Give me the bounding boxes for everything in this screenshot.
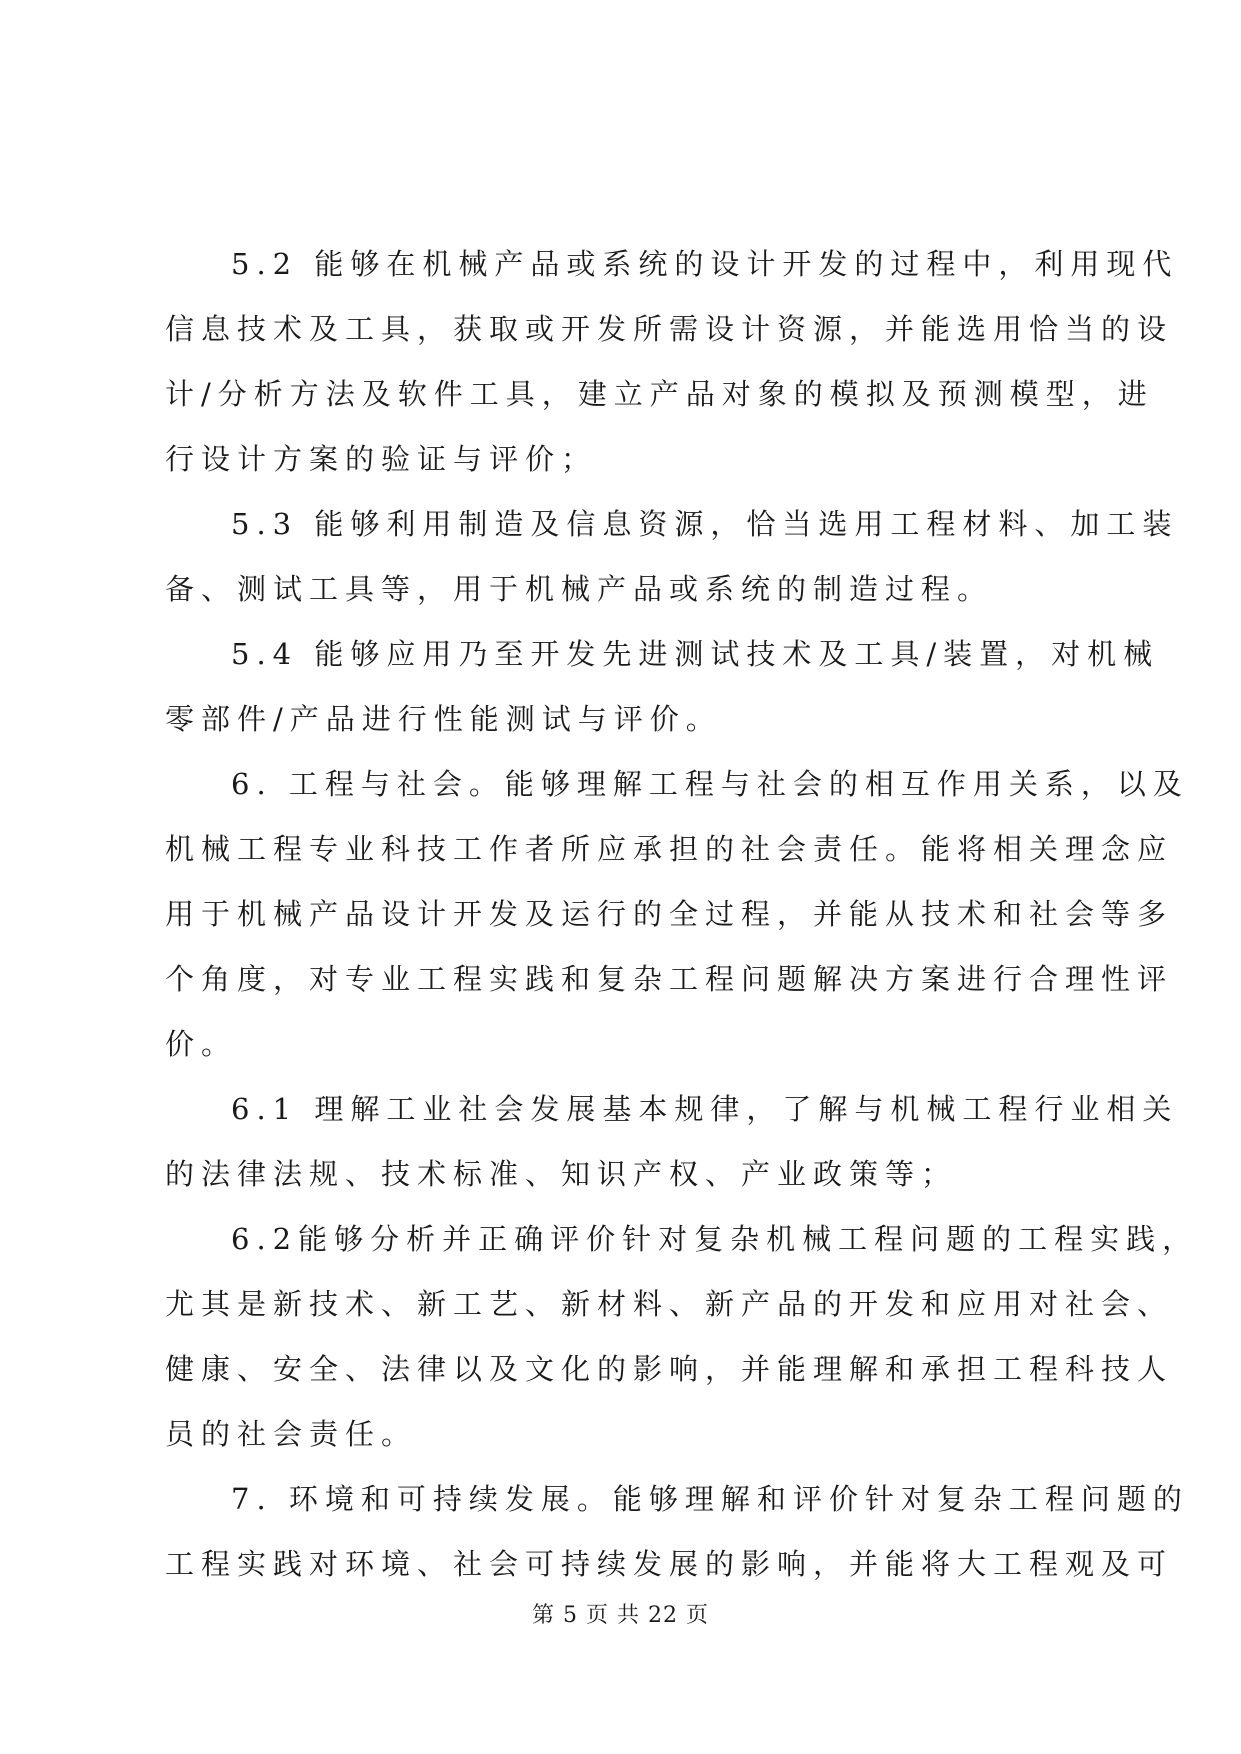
- paragraph-6-line-4: 个角度，对专业工程实践和复杂工程问题解决方案进行合理性评: [165, 962, 1174, 996]
- paragraph-5-2-line-2: 信息技术及工具，获取或开发所需设计资源，并能选用恰当的设: [165, 312, 1174, 346]
- paragraph-5-3-line-1: 5.3 能够利用制造及信息资源，恰当选用工程材料、加工装: [231, 507, 1179, 541]
- paragraph-5-4-line-2: 零部件/产品进行性能测试与评价。: [165, 702, 722, 736]
- paragraph-6-2-line-3: 健康、安全、法律以及文化的影响，并能理解和承担工程科技人: [165, 1352, 1174, 1386]
- paragraph-6-line-5: 价。: [165, 1027, 238, 1061]
- page-number-footer: 第 5 页 共 22 页: [532, 1603, 709, 1628]
- paragraph-6-1-line-2: 的法律法规、技术标准、知识产权、产业政策等；: [165, 1157, 958, 1191]
- paragraph-6-2-line-1: 6.2能够分析并正确评价针对复杂机械工程问题的工程实践，: [231, 1222, 1199, 1256]
- paragraph-6-1-line-1: 6.1 理解工业社会发展基本规律，了解与机械工程行业相关: [231, 1092, 1179, 1126]
- paragraph-7-line-2: 工程实践对环境、社会可持续发展的影响，并能将大工程观及可: [165, 1547, 1174, 1581]
- paragraph-6-line-3: 用于机械产品设计开发及运行的全过程，并能从技术和社会等多: [165, 897, 1174, 931]
- paragraph-5-3-line-2: 备、测试工具等，用于机械产品或系统的制造过程。: [165, 572, 994, 606]
- paragraph-6-2-line-4: 员的社会责任。: [165, 1417, 418, 1451]
- document-body: [165, 232, 1199, 1597]
- paragraph-6-line-1: 6. 工程与社会。能够理解工程与社会的相互作用关系，以及: [231, 767, 1189, 801]
- paragraph-5-2-line-3: 计/分析方法及软件工具，建立产品对象的模拟及预测模型，进: [165, 377, 1154, 411]
- paragraph-5-2-line-4: 行设计方案的验证与评价；: [165, 442, 598, 476]
- paragraph-6-2-line-2: 尤其是新技术、新工艺、新材料、新产品的开发和应用对社会、: [165, 1287, 1174, 1321]
- paragraph-5-4-line-1: 5.4 能够应用乃至开发先进测试技术及工具/装置，对机械: [231, 637, 1160, 671]
- paragraph-6-line-2: 机械工程专业科技工作者所应承担的社会责任。能将相关理念应: [165, 832, 1174, 866]
- paragraph-5-2-line-1: 5.2 能够在机械产品或系统的设计开发的过程中，利用现代: [231, 247, 1179, 281]
- paragraph-7-line-1: 7. 环境和可持续发展。能够理解和评价针对复杂工程问题的: [231, 1482, 1189, 1516]
